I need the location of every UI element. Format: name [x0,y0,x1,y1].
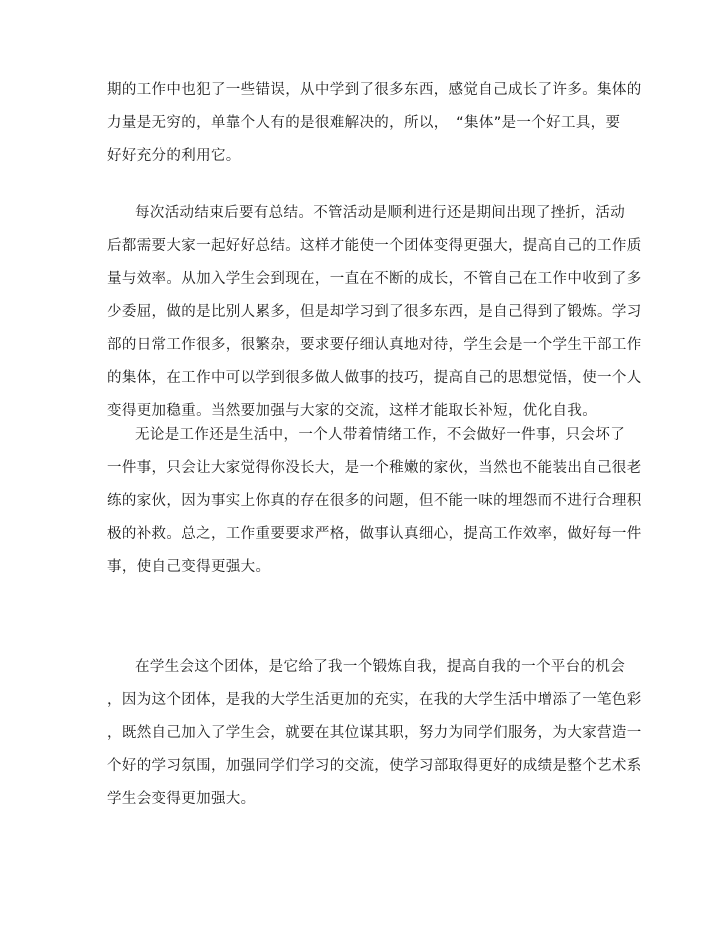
text-line: 个好的学习氛围，加强同学们学习的交流，使学习部取得更好的成绩是整个艺术系 [107,758,642,774]
text-line: 事，使自己变得更强大。 [107,559,271,575]
text-line: 量与效率。从加入学生会到现在，一直在不断的成长，不管自己在工作中收到了多 [107,271,642,287]
text-line: 极的补救。总之，工作重要要求严格，做事认真细心，提高工作效率，做好每一件 [107,526,642,542]
text-line: 一件事，只会让大家觉得你没长大，是一个稚嫩的家伙，当然也不能装出自己很老 [107,460,642,476]
text-line: 的集体，在工作中可以学到很多做人做事的技巧，提高自己的思想觉悟，使一个人 [107,370,642,386]
text-line: 好好充分的利用它。 [107,148,241,164]
text-line: 部的日常工作很多，很繁杂，要求要仔细认真地对待，学生会是一个学生干部工作 [107,337,642,353]
text-line: ，因为这个团体，是我的大学生活更加的充实，在我的大学生活中增添了一笔色彩 [107,692,642,708]
text-line: 学生会变得更加强大。 [107,791,256,807]
text-line: 后都需要大家一起好好总结。这样才能使一个团体变得更强大，提高自己的工作质 [107,238,642,254]
text-line: ，既然自己加入了学生会，就要在其位谋其职，努力为同学们服务，为大家营造一 [107,725,642,741]
text-line: 力量是无穷的，单靠个人有的是很难解决的，所以， “集体”是一个好工具，要 [107,115,621,131]
text-line: 每次活动结束后要有总结。不管活动是顺利进行还是期间出现了挫折，活动 [135,205,626,221]
text-line: 练的家伙，因为事实上你真的存在很多的问题，但不能一味的埋怨而不进行合理积 [107,493,642,509]
text-line: 无论是工作还是生活中，一个人带着情绪工作，不会做好一件事，只会坏了 [135,427,626,443]
text-line: 期的工作中也犯了一些错误，从中学到了很多东西，感觉自己成长了许多。集体的 [107,82,642,98]
text-line: 在学生会这个团体，是它给了我一个锻炼自我，提高自我的一个平台的机会 [135,659,626,675]
text-line: 少委屈，做的是比别人累多，但是却学习到了很多东西，是自己得到了锻炼。学习 [107,304,642,320]
text-line: 变得更加稳重。当然要加强与大家的交流，这样才能取长补短，优化自我。 [107,403,598,419]
